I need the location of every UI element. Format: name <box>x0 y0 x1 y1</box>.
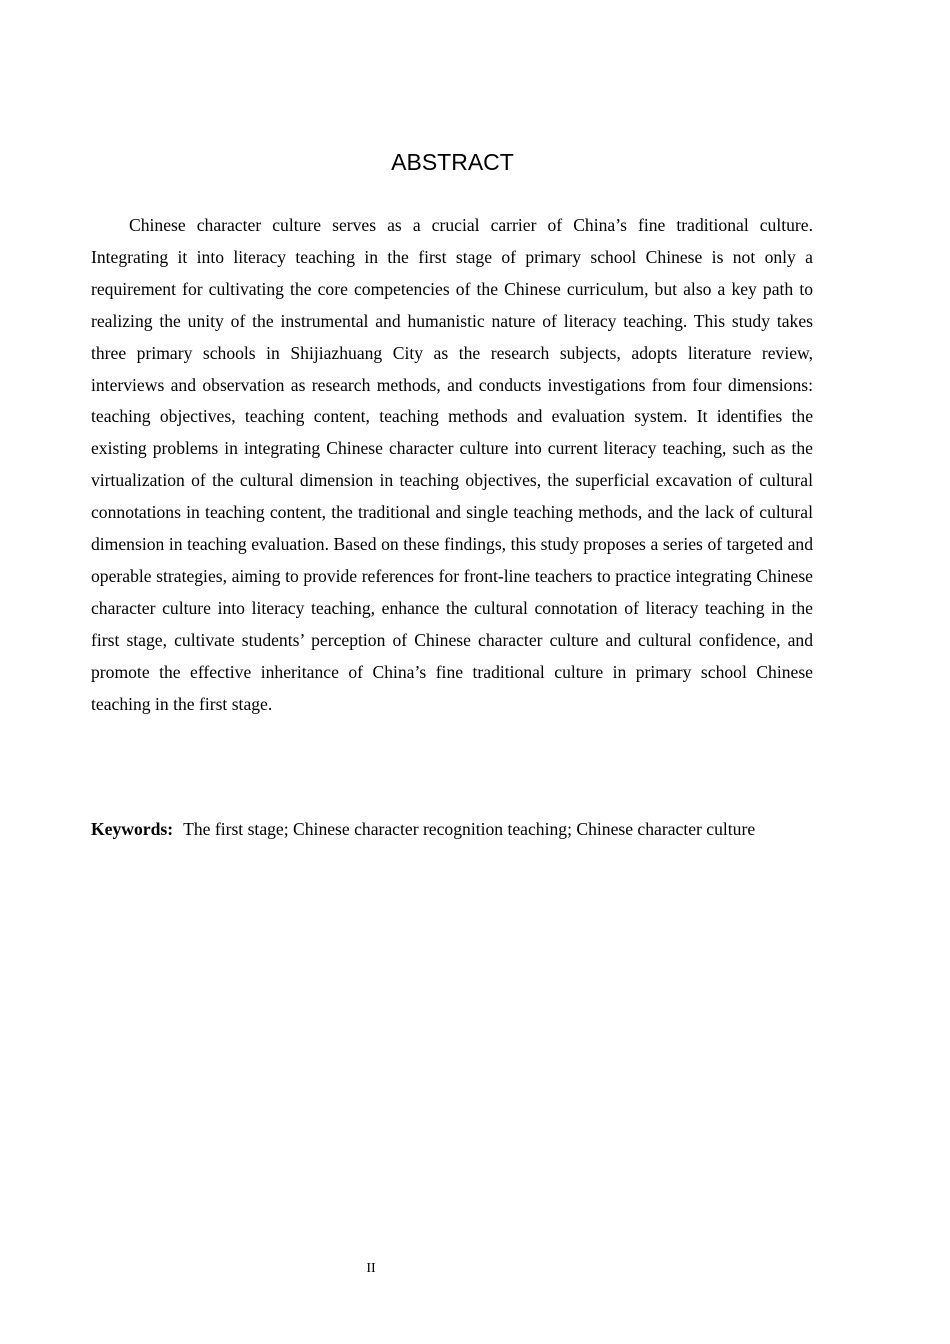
keywords-line <box>91 815 851 843</box>
abstract-paragraph: Chinese character culture serves as a crucial carrier of China’s fine traditional culture. Integrating it into literacy teaching in the first stage of primary school Chinese is not only a requirement for cultivating the core competencies of the Chinese curriculum, but also a key path to realizing the unity of the instrumental and humanistic nature of literacy teaching. This study takes three primary schools in Shijiazhuang City as the research subjects, adopts literature review, interviews and observation as research methods, and conducts investigations from four dimensions: teaching objectives, teaching content, teaching methods and evaluation system. It identifies the existing problems in integrating Chinese character culture into current literacy teaching, such as the virtualization of the cultural dimension in teaching objectives, the superficial excavation of cultural connotations in teaching content, the traditional and single teaching methods, and the lack of cultural dimension in teaching evaluation. Based on these findings, this study proposes a series of targeted and operable strategies, aiming to provide references for front-line teachers to practice integrating Chinese character culture into literacy teaching, enhance the cultural connotation of literacy teaching in the first stage, cultivate students’ perception of Chinese character culture and cultural confidence, and promote the effective inheritance of China’s fine traditional culture in primary school Chinese teaching in the first stage. <box>91 215 813 714</box>
abstract-heading: ABSTRACT <box>391 149 514 175</box>
keywords-label: Keywords: <box>91 819 174 839</box>
page-number: II <box>366 1261 376 1276</box>
keywords-value: The first stage; Chinese character recognition teaching; Chinese character culture <box>183 819 756 839</box>
